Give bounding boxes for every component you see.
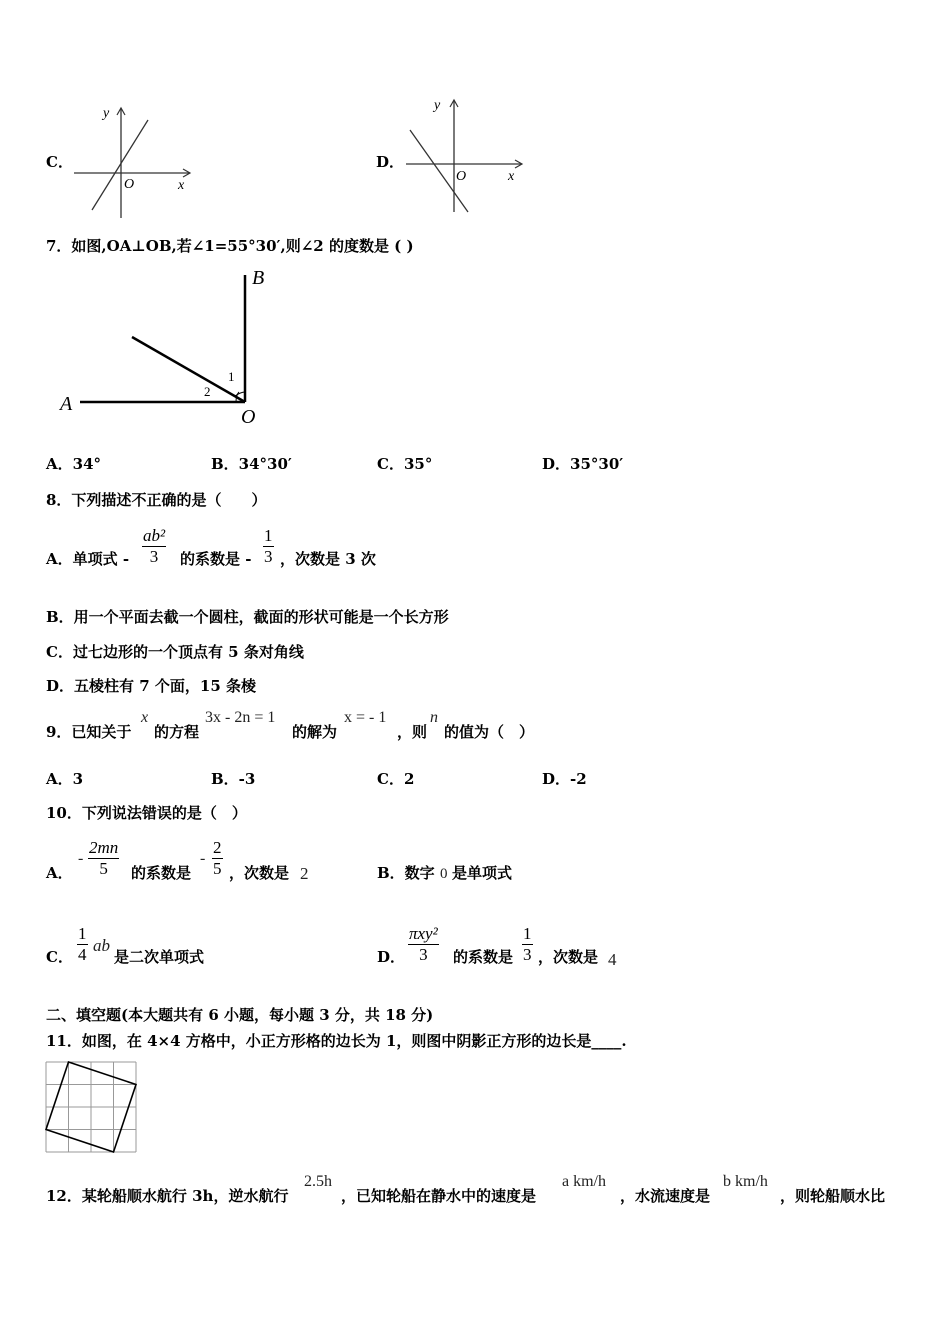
graph-c-origin-label: O (124, 177, 135, 192)
q11-grid-figure (44, 1060, 140, 1156)
q8-a-coef-numerator: 1 (264, 526, 273, 545)
q8-option-d: D．五棱柱有 7 个面，15 条棱 (46, 677, 256, 695)
q10-d-numerator: πxy² (409, 924, 438, 943)
q9-part-4: ，则 (397, 723, 428, 741)
q10-a-coef-numerator: 2 (213, 838, 222, 857)
q11-stem: 11．如图，在 4×4 方格中，小正方形格的边长为 1，则图中阴影正方形的边长是____. (46, 1032, 627, 1050)
q10-a-minus-2: - (200, 850, 206, 867)
q10-d-fraction (408, 924, 439, 965)
q10-a-coefficient (212, 838, 223, 879)
section-2-heading: 二、填空题(本大题共有 6 小题，每小题 3 分，共 18 分) (46, 1006, 434, 1024)
q7-angle-1-label: 1 (228, 369, 235, 384)
q10-a-coef-denominator: 5 (213, 859, 222, 878)
graph-c-figure (68, 100, 198, 220)
q12-speed-b (723, 1173, 768, 1191)
q7-option-c: C．35° (377, 455, 433, 473)
q9-option-a: A．3 (46, 770, 84, 788)
q7-point-o: O (241, 406, 256, 428)
q9-option-b: B．-3 (211, 770, 256, 788)
q10-stem: 10．下列说法错误的是（ ） (46, 804, 247, 822)
graph-c-y-label: y (103, 106, 110, 121)
q10-c-numerator: 1 (78, 924, 87, 943)
q10-option-c-suffix: 是二次单项式 (114, 948, 205, 966)
q10-a-degree: 2 (300, 864, 309, 883)
q10-d-coef-denominator: 3 (523, 945, 532, 964)
q10-c-variable: ab (93, 936, 110, 955)
q10-a-middle: 的系数是 (131, 864, 192, 882)
q10-d-coef-numerator: 1 (523, 924, 532, 943)
q9-part-3: 的解为 (292, 723, 338, 741)
q7-option-d: D．35°30′ (542, 455, 624, 473)
q10-c-fraction (77, 924, 88, 965)
q9-part-1: 9．已知关于 (46, 723, 132, 741)
q12-speed-a (562, 1173, 606, 1191)
q10-d-coefficient (522, 924, 533, 965)
q7-point-a: A (60, 393, 73, 415)
q12-part-4: ，则轮船顺水比 (780, 1187, 886, 1205)
graph-d-y-label: y (434, 98, 441, 113)
q12-part-1: 12．某轮船顺水航行 3h，逆水航行 (46, 1187, 289, 1205)
q9-option-d: D．-2 (542, 770, 587, 788)
q10-a-middle-2: ，次数是 (229, 864, 290, 882)
q12-part-3: ，水流速度是 (620, 1187, 711, 1205)
graph-c-x-label: x (178, 178, 185, 193)
option-d-graph-label: D． (376, 153, 405, 171)
graph-d-origin-label: O (456, 169, 467, 184)
q7-angle-figure (55, 265, 285, 435)
q9-equation: 3x - 2n = 1 (205, 709, 276, 726)
q10-option-a-label: A． (46, 864, 73, 882)
q10-d-middle-2: ，次数是 (538, 948, 599, 966)
q10-a-minus: - (78, 850, 84, 867)
q8-a-coef-denominator: 3 (264, 547, 273, 566)
option-c-graph-label: C． (46, 153, 73, 171)
q9-part-2: 的方程 (154, 723, 200, 741)
q9-var-x: x (141, 709, 149, 726)
q10-a-denominator: 5 (99, 859, 108, 878)
q7-option-a: A．34° (46, 455, 102, 473)
q8-a-denominator: 3 (149, 547, 159, 566)
q12-time: 2.5h (304, 1173, 332, 1190)
q9-part-5: 的值为（ ） (444, 723, 535, 741)
q8-option-a-prefix: A．单项式 - (46, 550, 130, 568)
q8-option-a-suffix: ，次数是 3 次 (280, 550, 376, 568)
q8-a-numerator: ab² (143, 526, 166, 545)
q8-stem: 8．下列描述不正确的是（ ） (46, 491, 267, 509)
q10-d-degree: 4 (608, 950, 617, 969)
q10-a-fraction (88, 838, 119, 879)
q12-part-2: ，已知轮船在静水中的速度是 (341, 1187, 537, 1205)
q7-option-b: B．34°30′ (211, 455, 292, 473)
q12-speed-b-value: b km/h (723, 1173, 768, 1190)
q9-var-n: n (430, 709, 438, 726)
q8-option-a-fraction (142, 526, 166, 567)
q9-option-c: C．2 (377, 770, 415, 788)
q10-c-denominator: 4 (78, 945, 87, 964)
q8-option-a-coefficient (263, 526, 274, 567)
q10-d-denominator: 3 (419, 945, 428, 964)
q10-a-numerator: 2mn (89, 838, 119, 857)
q7-point-b: B (252, 267, 265, 289)
q8-option-b: B．用一个平面去截一个圆柱，截面的形状可能是一个长方形 (46, 608, 449, 626)
graph-d-x-label: x (508, 169, 515, 184)
q9-solution: x = - 1 (344, 709, 387, 726)
q7-stem: 7．如图,OA⊥OB,若∠1=55°30′,则∠2 的度数是 ( ) (46, 237, 414, 255)
q12-speed-a-value: a km/h (562, 1173, 606, 1190)
q10-option-c-label: C． (46, 948, 73, 966)
q10-b-zero: 0 (440, 866, 448, 882)
q7-angle-2-label: 2 (204, 384, 211, 399)
q10-option-b-suffix: 是单项式 (452, 864, 513, 882)
q8-option-a-middle: 的系数是 - (180, 550, 252, 568)
q10-d-middle: 的系数是 (453, 948, 514, 966)
q8-option-c: C．过七边形的一个顶点有 5 条对角线 (46, 643, 304, 661)
q10-option-b-label: B．数字 (377, 864, 435, 882)
q10-option-d-label: D． (377, 948, 406, 966)
graph-d-figure (402, 92, 532, 217)
